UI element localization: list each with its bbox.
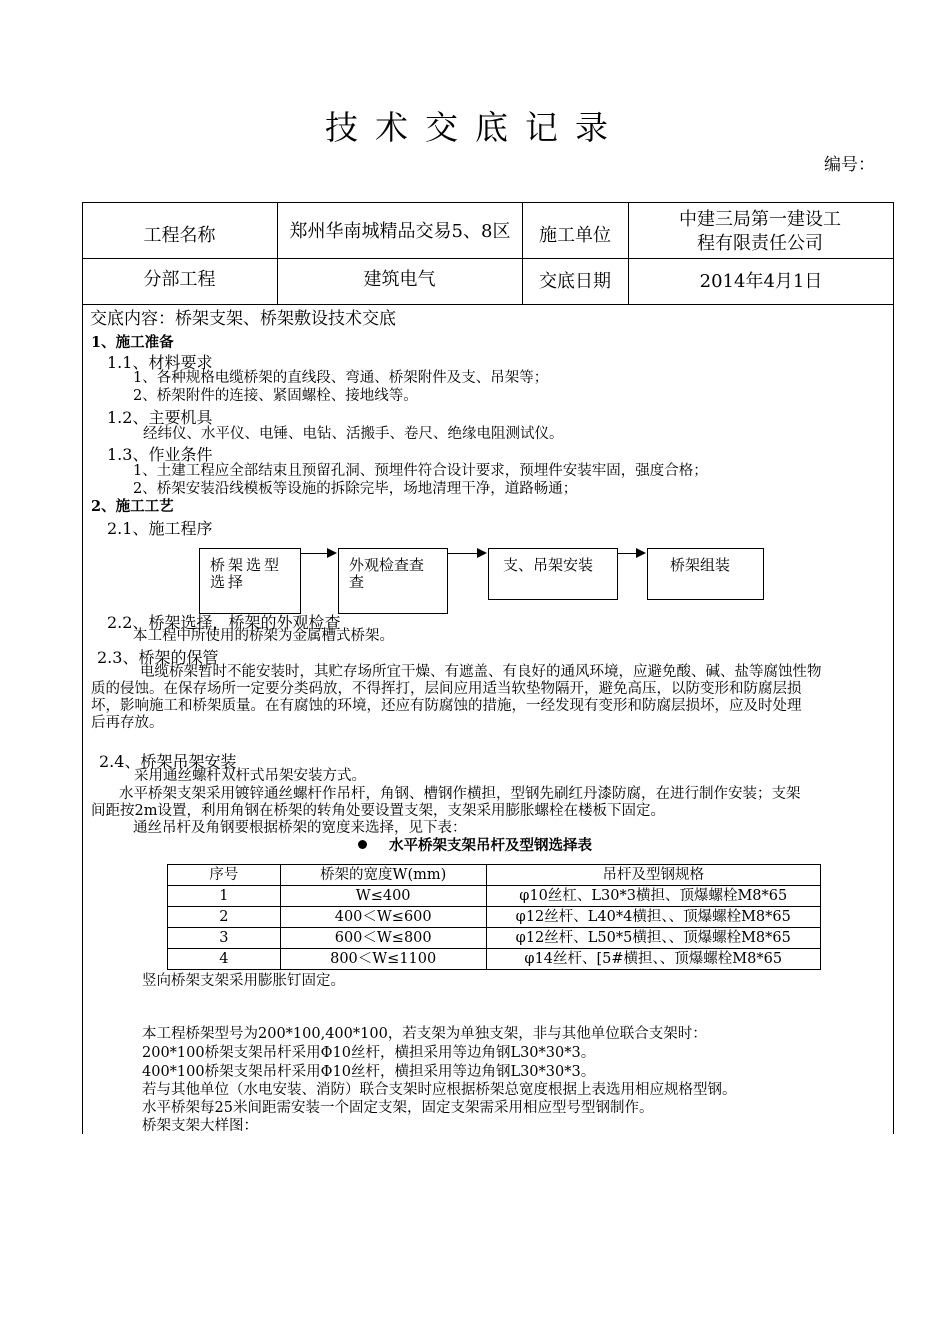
section-1-1-heading: 1.1、材料要求 [107, 353, 213, 372]
section-2-3-line-3: 坏，影响施工和桥架质量。在有腐蚀的环境，还应有防腐蚀的措施，一经发现有变形和防腐层损坏，应及时处理 [91, 698, 802, 714]
section-2-2-heading: 2.2、桥架选择，桥架的外观检查 [107, 613, 341, 632]
paragraph-c: 400*100桥架支架吊杆采用Φ10丝杆，横担采用等边角钢L30*30*3。 [142, 1064, 596, 1080]
section-1-2-heading: 1.2、主要机具 [107, 408, 213, 427]
section-2-4-heading: 2.4、桥架吊架安装 [99, 752, 237, 771]
flow-step-1: 桥架选型选择 [199, 548, 301, 614]
flow-step-3: 支、吊架安装 [488, 548, 618, 600]
table-cell: φ12丝杆、L50*5横担、、顶爆螺栓M8*65 [486, 928, 820, 949]
table-cell: 2 [168, 907, 281, 928]
page-title: 技术交底记录 [325, 108, 625, 147]
subproject-value: 建筑电气 [363, 269, 436, 290]
paragraph-b: 200*100桥架支架吊杆采用Φ10丝杆，横担采用等边角钢L30*30*3。 [142, 1045, 596, 1061]
section-1-2-item: 经纬仪、水平仪、电锤、电钻、活搬手、卷尺、绝缘电阻测试仪。 [143, 426, 564, 442]
spec-table [167, 864, 821, 970]
header-row-divider [82, 258, 894, 259]
table-title: 水平桥架支架吊杆及型钢选择表 [389, 837, 592, 854]
project-name-label: 工程名称 [143, 225, 216, 246]
section-2-3-heading: 2.3、桥架的保管 [97, 648, 219, 667]
table-cell: W≤400 [280, 886, 486, 907]
section-2-4-text-b1: 水平桥架支架采用镀锌通丝螺杆作吊杆，角钢、槽钢作横担，型钢先刷红丹漆防腐，在进行制作安装；支架 [119, 786, 801, 802]
section-2-3-line-4: 后再存放。 [91, 715, 164, 731]
flow-arrowhead-2 [477, 548, 487, 558]
section-1-3-item-2: 2、桥架安装沿线模板等设施的拆除完毕，场地清理干净，道路畅通； [133, 481, 578, 497]
section-2-2-text: 本工程中所使用的桥架为金属槽式桥架。 [133, 628, 394, 644]
flow-step-2: 外观检查查查 [338, 548, 448, 614]
table-cell: 600＜W≤800 [280, 928, 486, 949]
paragraph-f: 桥架支架大样图： [142, 1118, 258, 1134]
section-1-heading: 1、施工准备 [91, 334, 174, 351]
table-header-row [168, 865, 821, 886]
vertical-support-text: 竖向桥架支架采用膨胀钉固定。 [142, 973, 345, 989]
section-2-1-heading: 2.1、施工程序 [107, 519, 213, 538]
section-1-3-item-1: 1、土建工程应全部结束且预留孔洞、预埋件符合设计要求，预埋件安装牢固，强度合格； [133, 463, 708, 479]
flow-step-4: 桥架组装 [647, 548, 764, 600]
section-1-1-item-1: 1、各种规格电缆桥架的直线段、弯通、桥架附件及支、吊架等； [133, 370, 549, 386]
table-header-cell: 吊杆及型钢规格 [486, 865, 820, 886]
table-row [168, 928, 821, 949]
flow-arrow-1 [301, 553, 329, 554]
section-2-3-line-2: 质的侵蚀。在保存场所一定要分类码放，不得挥打，层间应用适当软垫物隔开，避免高压，以防变形和防腐层损 [91, 681, 802, 697]
date-label: 交底日期 [539, 271, 611, 292]
paragraph-e: 水平桥架每25米间距需安装一个固定支架，固定支架需采用相应型号型钢制作。 [142, 1100, 654, 1116]
table-cell: φ14丝杆、[5#横担、、顶爆螺栓M8*65 [486, 949, 820, 970]
section-2-heading: 2、施工工艺 [91, 498, 174, 515]
table-cell: 4 [168, 949, 281, 970]
section-1-1-item-2: 2、桥架附件的连接、紧固螺栓、接地线等。 [133, 388, 418, 404]
section-2-4-text-a: 采用通丝螺杆双杆式吊架安装方式。 [134, 768, 366, 784]
paragraph-d: 若与其他单位（水电安装、消防）联合支架时应根据桥架总宽度根据上表选用相应规格型钢。 [142, 1082, 737, 1098]
flow-arrowhead-1 [327, 548, 337, 558]
flow-arrowhead-3 [636, 548, 646, 558]
table-cell: 1 [168, 886, 281, 907]
table-header-cell: 桥架的宽度W(mm) [280, 865, 486, 886]
table-cell: 400＜W≤600 [280, 907, 486, 928]
table-cell: 800＜W≤1100 [280, 949, 486, 970]
table-cell: φ10丝杠、L30*3横担、顶爆螺栓M8*65 [486, 886, 820, 907]
section-2-4-text-c: 通丝吊杆及角钢要根据桥架的宽度来选择，见下表： [133, 820, 467, 836]
flow-arrow-3 [618, 553, 638, 554]
table-row [168, 949, 821, 970]
table-cell: 3 [168, 928, 281, 949]
contractor-label: 施工单位 [539, 225, 611, 246]
table-header-cell: 序号 [168, 865, 281, 886]
bullet-icon [358, 840, 367, 849]
section-2-3-line-1: 电缆桥架暂时不能安装时，其贮存场所宜干燥、有遮盖、有良好的通风环境，应避免酸、碱、盐等腐蚀性物 [140, 664, 822, 680]
date-value: 2014年4月1日 [699, 271, 823, 292]
content-intro: 交底内容：桥架支架、桥架敷设技术交底 [90, 309, 396, 329]
contractor-value: 中建三局第一建设工程有限责任公司 [679, 209, 841, 254]
section-2-4-text-b2: 间距按2m设置，利用角钢在桥架的转角处要设置支架，支架采用膨胀螺栓在楼板下固定。 [91, 803, 665, 819]
paragraph-a: 本工程桥架型号为200*100,400*100，若支架为单独支架，非与其他单位联合支架时： [142, 1026, 707, 1042]
serial-number-label: 编号： [824, 155, 875, 175]
table-cell: φ12丝杆、L40*4横担、、顶爆螺栓M8*65 [486, 907, 820, 928]
subproject-label: 分部工程 [143, 269, 216, 290]
section-1-3-heading: 1.3、作业条件 [107, 445, 213, 464]
table-row [168, 907, 821, 928]
table-row [168, 886, 821, 907]
flow-arrow-2 [448, 553, 479, 554]
project-name-value: 郑州华南城精品交易5、8区 [289, 221, 511, 242]
